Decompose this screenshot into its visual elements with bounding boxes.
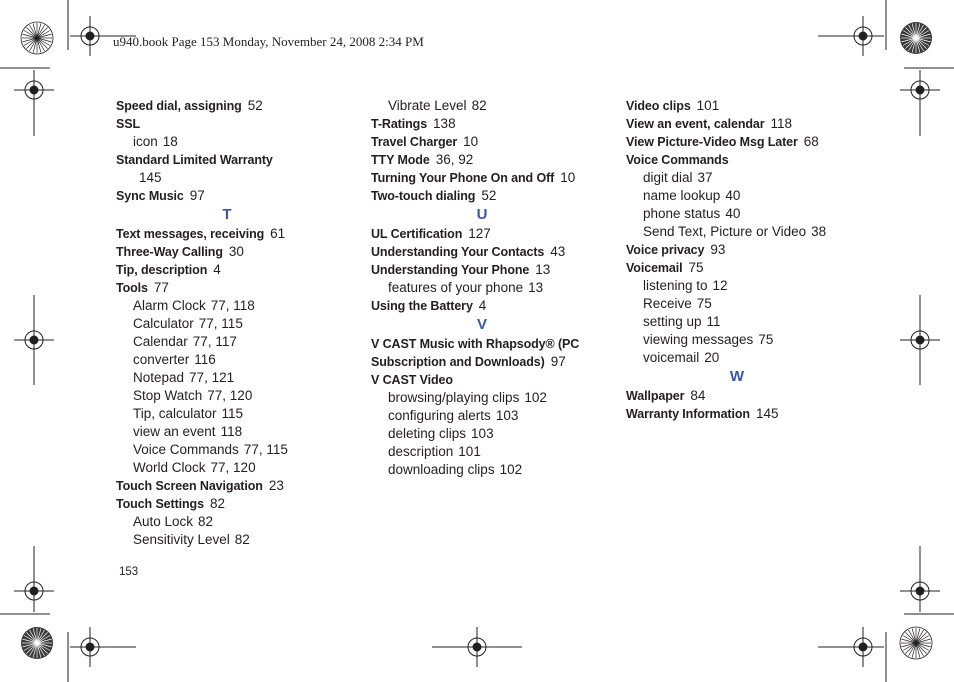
index-subentry: [626, 349, 876, 367]
index-term: Touch Settings: [116, 497, 204, 511]
index-page-refs: 13: [535, 262, 551, 277]
print-slug-header: u940.book Page 153 Monday, November 24, 2008 2:34 PM: [113, 34, 424, 49]
index-subentry: [116, 369, 366, 387]
index-page-refs: 68: [803, 134, 819, 149]
index-page-refs: 77, 121: [189, 370, 235, 385]
index-page-refs: 82: [209, 496, 225, 511]
index-entry: [371, 335, 621, 353]
index-page-refs: 138: [433, 116, 456, 131]
index-column-2: [371, 97, 621, 479]
index-entry: [626, 387, 876, 405]
index-term: description: [388, 444, 454, 459]
index-subentry: [626, 331, 876, 349]
index-page-refs: 77, 120: [210, 460, 256, 475]
index-page-refs: 101: [696, 98, 720, 113]
index-entry: [371, 151, 621, 169]
index-term: V CAST Video: [371, 373, 453, 387]
index-term: converter: [133, 352, 190, 367]
index-entry: [371, 371, 621, 389]
index-term: Notepad: [133, 370, 185, 385]
index-term: TTY Mode: [371, 153, 430, 167]
index-term: Using the Battery: [371, 299, 473, 313]
index-page-refs: 75: [688, 260, 704, 275]
index-term: Touch Screen Navigation: [116, 479, 263, 493]
index-subentry: [626, 277, 876, 295]
index-page-refs: 118: [220, 424, 243, 439]
index-term: deleting clips: [388, 426, 467, 441]
index-entry: [626, 97, 876, 115]
index-entry: [626, 405, 876, 423]
crosshair-mark: [14, 70, 54, 136]
index-page-refs: 10: [560, 170, 576, 185]
index-term: Alarm Clock: [133, 298, 206, 313]
index-term: Calendar: [133, 334, 188, 349]
index-term: configuring alerts: [388, 408, 491, 423]
index-term: icon: [133, 134, 158, 149]
index-page-refs: 40: [725, 206, 741, 221]
index-subentry: [116, 387, 366, 405]
index-entry: [116, 495, 366, 513]
index-term: Sync Music: [116, 189, 184, 203]
index-term: Voicemail: [626, 261, 683, 275]
index-term: Tip, calculator: [133, 406, 217, 421]
index-column-3: [626, 97, 876, 423]
index-page-refs: 38: [811, 224, 827, 239]
index-subentry: [116, 133, 366, 151]
index-term: Text messages, receiving: [116, 227, 265, 241]
index-term: Speed dial, assigning: [116, 99, 242, 113]
index-page-refs: 52: [247, 98, 263, 113]
index-entry: [371, 133, 621, 151]
index-term: Travel Charger: [371, 135, 458, 149]
index-page-refs: 102: [499, 462, 523, 477]
index-subentry: [116, 459, 366, 477]
crosshair-mark: [818, 627, 884, 667]
index-page-refs: 103: [495, 408, 519, 423]
index-term: viewing messages: [643, 332, 754, 347]
index-term: voicemail: [643, 350, 700, 365]
index-subentry: [116, 315, 366, 333]
index-term: view an event: [133, 424, 216, 439]
index-term: Send Text, Picture or Video: [643, 224, 807, 239]
index-subentry: [371, 461, 621, 479]
index-entry: [116, 261, 366, 279]
index-page-refs: 37: [697, 170, 713, 185]
index-subentry: [116, 297, 366, 315]
index-subentry: [116, 513, 366, 531]
index-term: Stop Watch: [133, 388, 203, 403]
index-page-refs: 145: [755, 406, 779, 421]
index-subentry: [116, 531, 366, 549]
index-entry: [371, 243, 621, 261]
crosshair-mark: [900, 70, 940, 136]
index-term: Voice Commands: [133, 442, 239, 457]
index-page-refs: 23: [268, 478, 284, 493]
index-subentry: [626, 187, 876, 205]
index-page-refs: 82: [198, 514, 214, 529]
index-page-refs: 77, 118: [210, 298, 255, 313]
index-page-refs: 84: [690, 388, 706, 403]
index-entry: [116, 279, 366, 297]
index-term: Calculator: [133, 316, 194, 331]
index-entry: [116, 187, 366, 205]
section-letter-heading: V: [476, 316, 487, 333]
index-entry: [371, 169, 621, 187]
index-subentry: [626, 295, 876, 313]
index-term: UL Certification: [371, 227, 463, 241]
index-page-refs: 102: [524, 390, 547, 405]
index-page-refs: 30: [228, 244, 244, 259]
index-term: Voice privacy: [626, 243, 705, 257]
crosshair-mark: [14, 295, 54, 385]
index-subentry: [626, 313, 876, 331]
index-term: Wallpaper: [626, 389, 685, 403]
index-entry: [371, 187, 621, 205]
index-term: browsing/playing clips: [388, 390, 520, 405]
index-term: features of your phone: [388, 280, 524, 295]
index-entry: [626, 133, 876, 151]
index-entry: [116, 477, 366, 495]
index-page-refs: 12: [712, 278, 728, 293]
index-page-refs: 52: [481, 188, 497, 203]
index-term: Standard Limited Warranty: [116, 153, 273, 167]
index-entry: [626, 241, 876, 259]
index-entry: [626, 259, 876, 277]
index-term: Two-touch dialing: [371, 189, 476, 203]
index-term: Tip, description: [116, 263, 208, 277]
page-number: 153: [119, 566, 139, 578]
index-term: phone status: [643, 206, 721, 221]
index-entry: [116, 151, 366, 169]
index-page-refs: 77, 117: [192, 334, 237, 349]
index-page-refs: 118: [770, 116, 793, 131]
section-letter-heading: W: [729, 368, 745, 385]
index-subentry: [371, 97, 621, 115]
index-entry: [626, 151, 876, 169]
index-page-refs: 4: [478, 298, 487, 313]
index-term: digit dial: [643, 170, 693, 185]
index-subentry: [116, 405, 366, 423]
index-term: Warranty Information: [626, 407, 750, 421]
crosshair-mark: [432, 627, 522, 667]
index-page-refs: 20: [704, 350, 720, 365]
index-entry: [116, 225, 366, 243]
index-page-refs: 10: [463, 134, 479, 149]
index-page-refs: 75: [696, 296, 712, 311]
index-entry: [626, 115, 876, 133]
index-term: Receive: [643, 296, 692, 311]
crosshair-mark: [70, 627, 136, 667]
index-entry: [371, 225, 621, 243]
index-subentry: [626, 169, 876, 187]
index-page-refs: 11: [706, 314, 721, 329]
index-entry-continuation: 145: [139, 170, 162, 185]
index-term: Understanding Your Phone: [371, 263, 530, 277]
index-term: Voice Commands: [626, 153, 729, 167]
index-entry: [116, 97, 366, 115]
index-subentry: [116, 351, 366, 369]
index-page-refs: 101: [458, 444, 481, 459]
index-page-refs: 97: [550, 354, 566, 369]
index-term: SSL: [116, 117, 141, 131]
index-page-refs: 82: [471, 98, 487, 113]
index-subentry: [371, 407, 621, 425]
index-term: Three-Way Calling: [116, 245, 223, 259]
index-term: Sensitivity Level: [133, 532, 230, 547]
index-term: T-Ratings: [371, 117, 428, 131]
index-page-refs: 36, 92: [435, 152, 474, 167]
index-term: Subscription and Downloads): [371, 355, 545, 369]
index-term: Video clips: [626, 99, 691, 113]
index-entry: [371, 261, 621, 279]
index-page-refs: 61: [270, 226, 286, 241]
section-letter-heading: T: [222, 206, 232, 223]
index-term: setting up: [643, 314, 702, 329]
index-term: name lookup: [643, 188, 721, 203]
crosshair-mark: [900, 295, 940, 385]
index-subentry: [371, 389, 621, 407]
index-term: View Picture-Video Msg Later: [626, 135, 798, 149]
index-term: listening to: [643, 278, 708, 293]
index-term: World Clock: [133, 460, 206, 475]
index-subentry: [626, 205, 876, 223]
index-page-refs: 93: [710, 242, 726, 257]
index-page-refs: 77: [153, 280, 169, 295]
index-entry: [371, 115, 621, 133]
crosshair-mark: [900, 546, 940, 612]
index-term: Turning Your Phone On and Off: [371, 171, 555, 185]
index-term: View an event, calendar: [626, 117, 765, 131]
index-entry: [116, 243, 366, 261]
index-page-refs: 77, 120: [207, 388, 253, 403]
crosshair-mark: [14, 546, 54, 612]
index-entry: [116, 115, 366, 133]
index-subentry: [371, 279, 621, 297]
index-subentry: [116, 333, 366, 351]
index-page-refs: 97: [189, 188, 205, 203]
index-page-refs: 127: [468, 226, 491, 241]
index-page-refs: 18: [162, 134, 178, 149]
index-page-refs: 115: [221, 406, 244, 421]
index-column-1: [116, 97, 366, 549]
index-subentry: [116, 423, 366, 441]
index-page-refs: 77, 115: [198, 316, 243, 331]
index-subentry: [371, 443, 621, 461]
index-page-refs: 116: [194, 352, 216, 367]
index-subentry: [371, 425, 621, 443]
index-entry: [371, 353, 621, 371]
index-term: Tools: [116, 281, 148, 295]
index-page-refs: 75: [758, 332, 774, 347]
index-page-refs: 4: [213, 262, 221, 277]
section-letter-heading: U: [476, 206, 488, 223]
index-page-refs: 43: [550, 244, 566, 259]
index-page-refs: 40: [725, 188, 741, 203]
index-page-refs: 82: [234, 532, 250, 547]
index-term: Vibrate Level: [388, 98, 467, 113]
index-term: V CAST Music with Rhapsody® (PC: [371, 337, 580, 351]
index-term: Understanding Your Contacts: [371, 245, 545, 259]
index-page-refs: 77, 115: [243, 442, 288, 457]
index-subentry: [626, 223, 876, 241]
index-term: downloading clips: [388, 462, 495, 477]
index-page-refs: 103: [471, 426, 494, 441]
index-page-refs: 13: [528, 280, 544, 295]
index-term: Auto Lock: [133, 514, 194, 529]
index-entry: [371, 297, 621, 315]
crosshair-mark: [818, 16, 884, 56]
index-subentry: [116, 441, 366, 459]
